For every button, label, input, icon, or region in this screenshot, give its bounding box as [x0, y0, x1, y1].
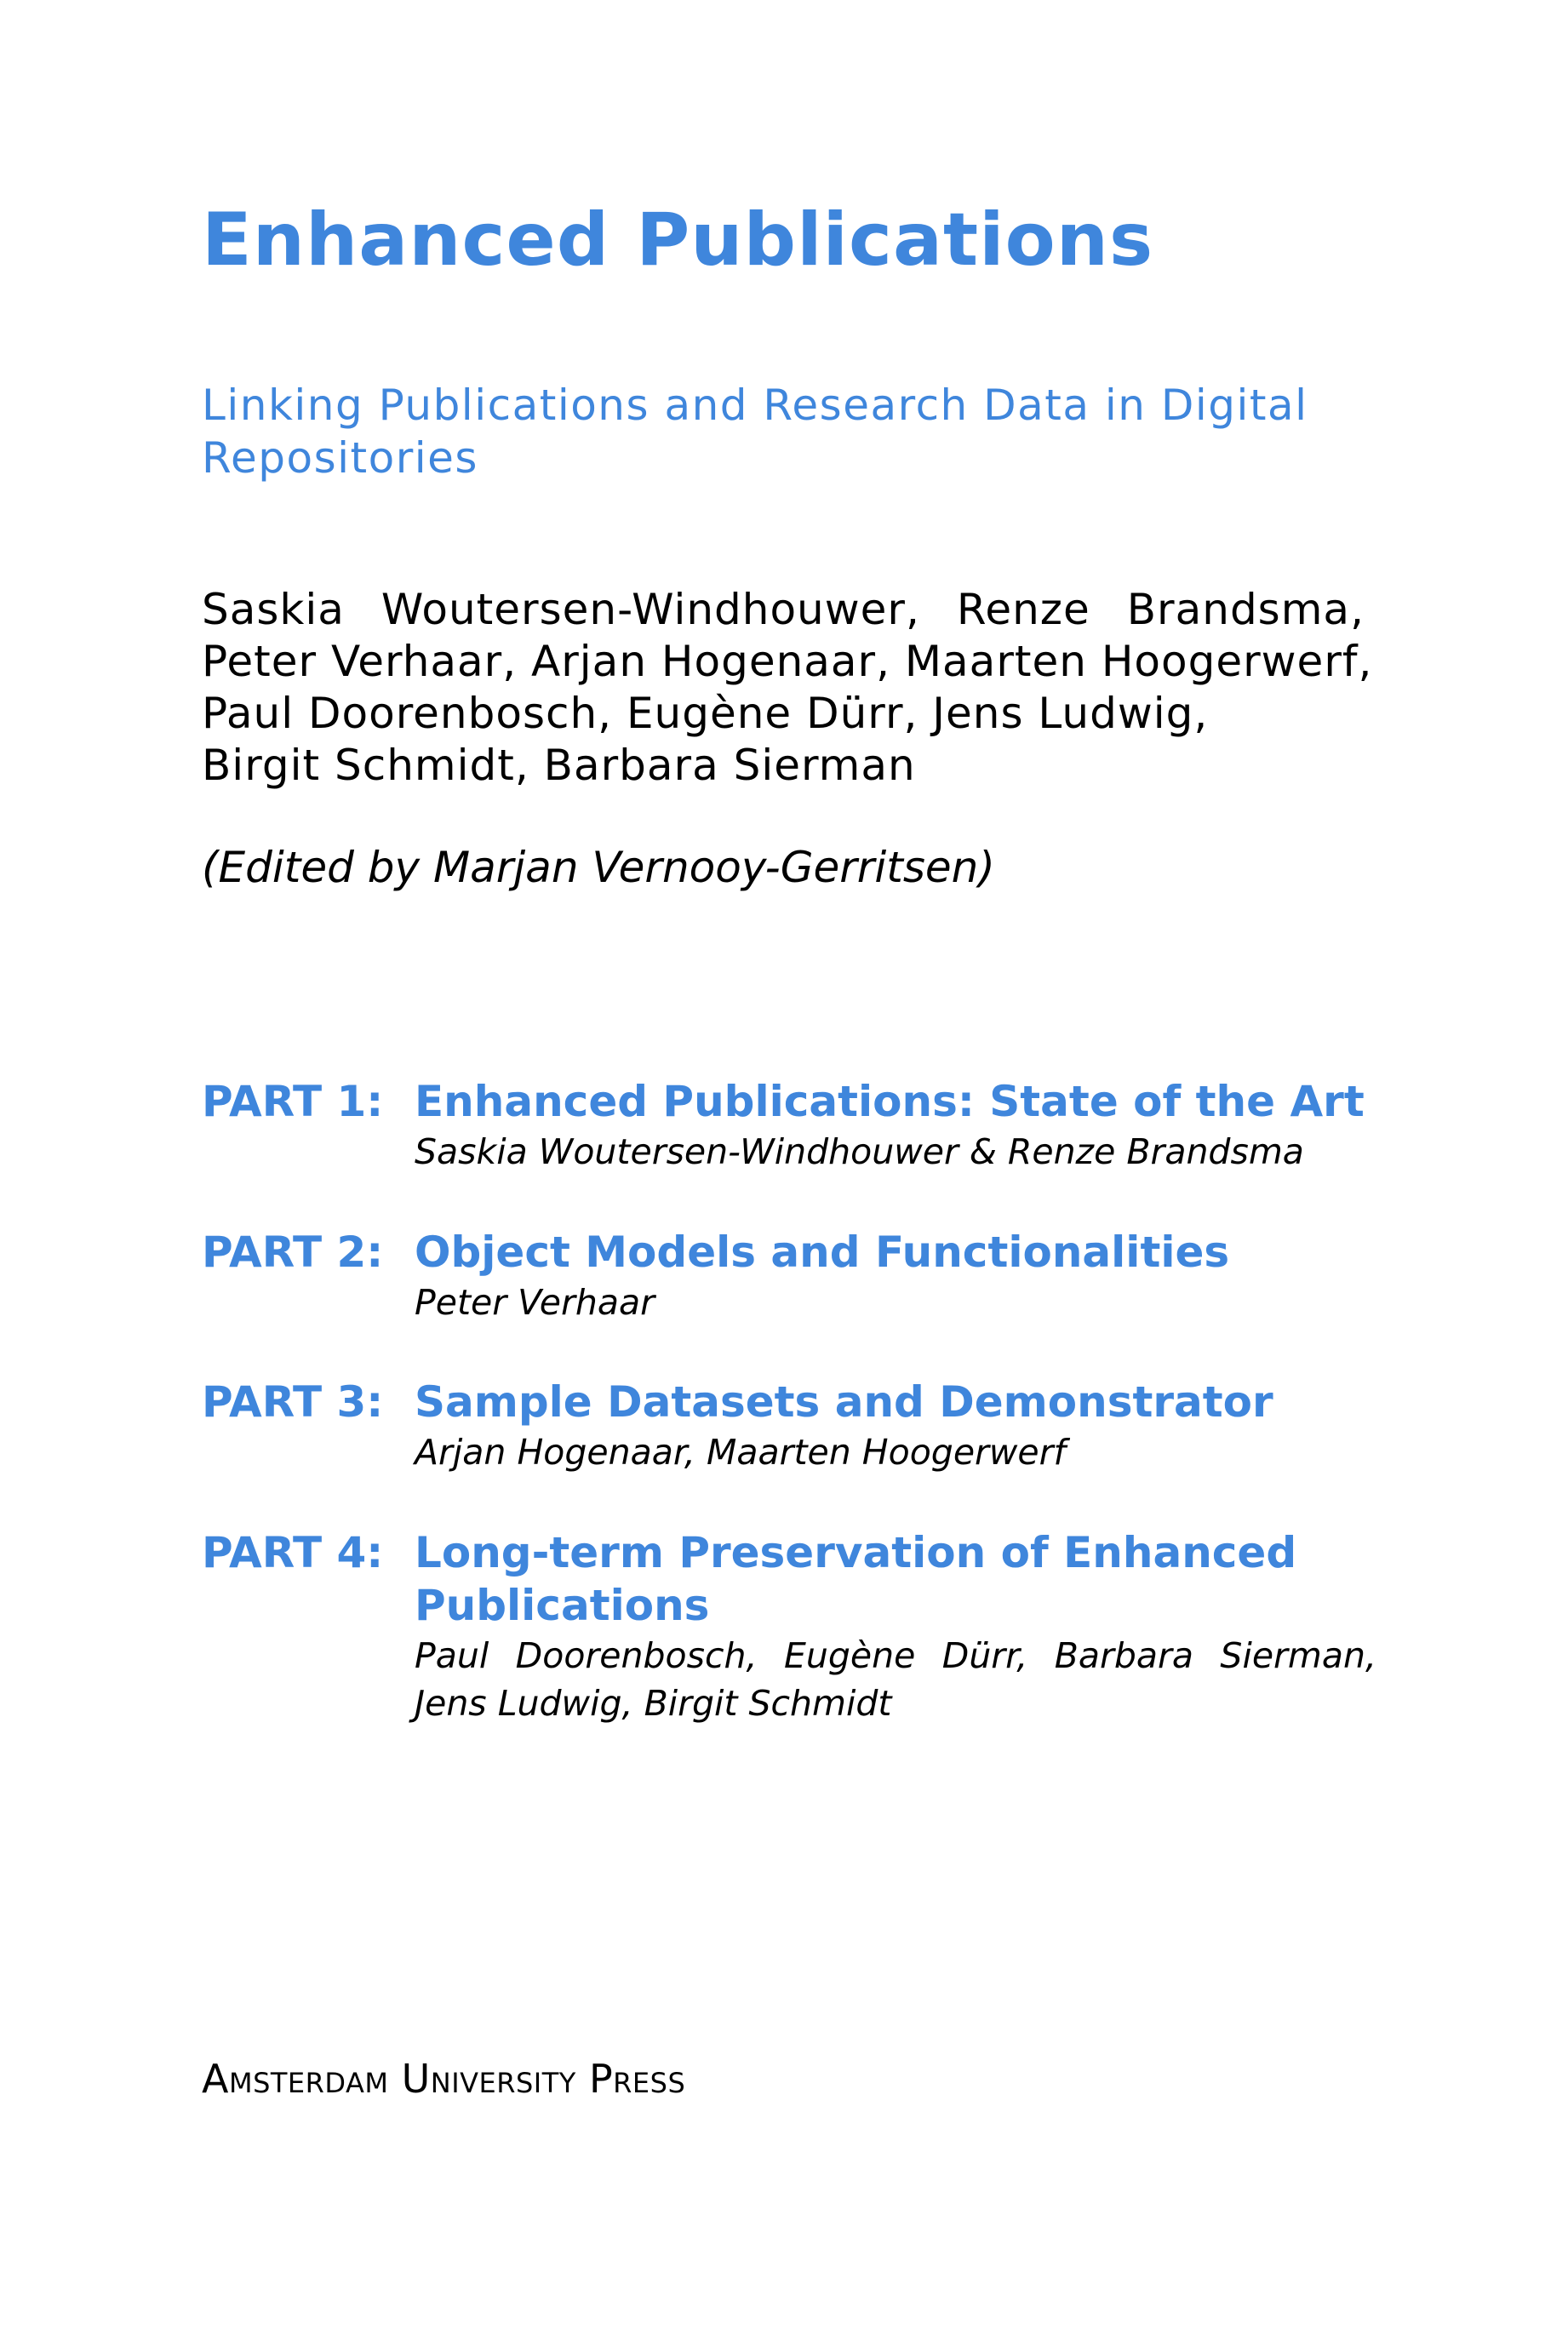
- part-authors: Saskia Woutersen-Windhouwer & Renze Brandsma: [415, 1131, 1304, 1172]
- author-line-4: Birgit Schmidt, Barbara Sierman: [202, 741, 916, 790]
- book-title: Enhanced Publications: [202, 197, 1154, 283]
- author-list: [202, 584, 1373, 792]
- part-title: Object Models and Functionalities: [415, 1228, 1230, 1277]
- part-body: [415, 1526, 1376, 1727]
- part-title: Enhanced Publications: State of the Art: [415, 1077, 1365, 1126]
- part-title: Long-term Preservation of Enhanced Publications: [415, 1528, 1297, 1630]
- editor-credit: (Edited by Marjan Vernooy-Gerritsen): [202, 843, 995, 892]
- part-authors: Arjan Hogenaar, Maarten Hoogerwerf: [415, 1432, 1066, 1473]
- author-line-2: Peter Verhaar, Arjan Hogenaar, Maarten Hoogerwerf,: [202, 637, 1373, 686]
- part-label: PART 4:: [202, 1528, 384, 1577]
- part-label: PART 3:: [202, 1377, 384, 1427]
- author-line-1: [202, 584, 1365, 636]
- author-line-3: Paul Doorenbosch, Eugène Dürr, Jens Ludwig,: [202, 689, 1209, 738]
- author-word: Woutersen-Windhouwer,: [381, 585, 920, 634]
- author-word: Brandsma,: [1126, 585, 1365, 634]
- part-body: [415, 1075, 1376, 1176]
- part-title: Sample Datasets and Demonstrator: [415, 1377, 1273, 1427]
- part-label: PART 2:: [202, 1228, 384, 1277]
- part-body: [415, 1376, 1376, 1476]
- part-body: [415, 1226, 1376, 1326]
- publisher-name: Amsterdam University Press: [202, 2056, 686, 2102]
- book-subtitle: Linking Publications and Research Data in Digital Repositories: [202, 381, 1308, 483]
- part-label: PART 1:: [202, 1077, 384, 1126]
- author-word: Saskia: [202, 585, 345, 634]
- part-authors: Peter Verhaar: [415, 1282, 655, 1323]
- author-word: Renze: [956, 585, 1090, 634]
- part-authors: Paul Doorenbosch, Eugène Dürr, Barbara Sierman, Jens Ludwig, Birgit Schmidt: [415, 1635, 1376, 1724]
